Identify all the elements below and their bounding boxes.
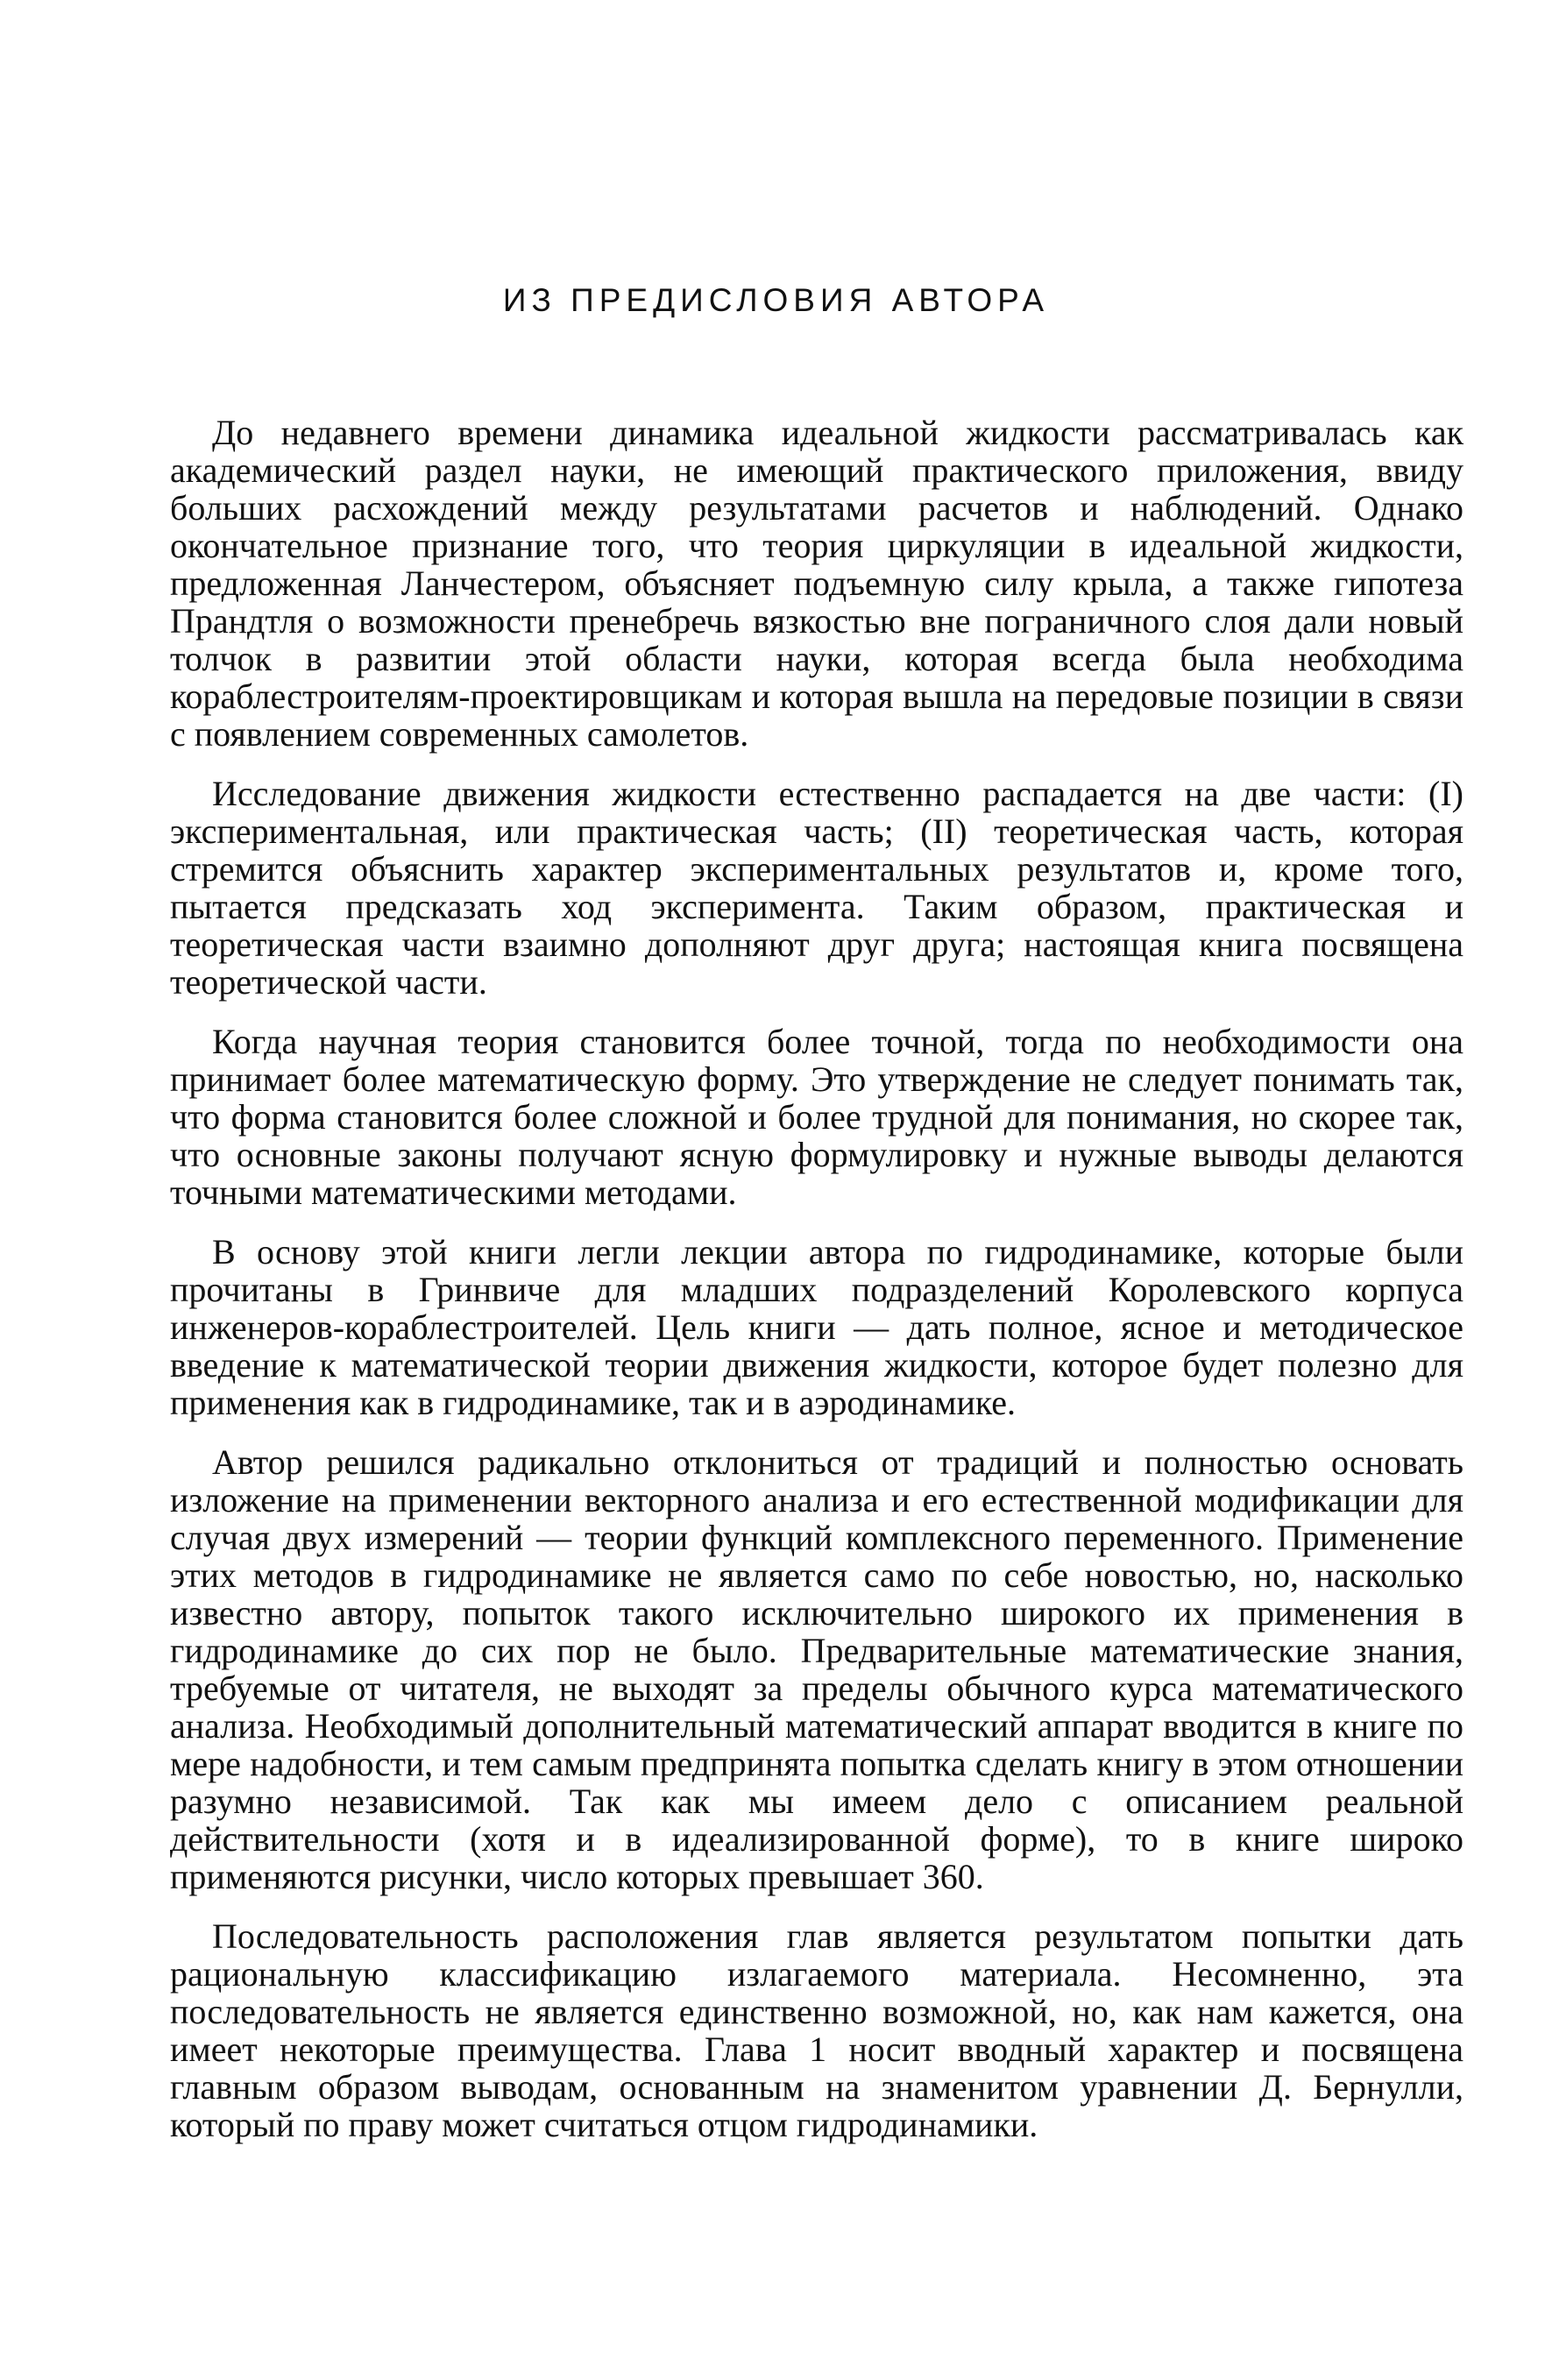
paragraph-1: До недавнего времени динамика идеальной жидкости рассматривалась как академический раздел науки, не имеющий практического приложения, ввиду больших расхождений между результатами расчетов и наблюдений. Однако окончательное признание того, что теория циркуляции в идеальной жидкости, предложенная Ланчестером, объясняет подъемную силу крыла, а также гипотеза Прандтля о возможности пренебречь вязкостью вне пограничного слоя дали новый толчок в развитии этой области науки, которая всегда была необходима кораблестроителям-проектировщикам и которая вышла на передовые позиции в связи с появлением современных самолетов. [170, 413, 1463, 754]
page-title: ИЗ ПРЕДИСЛОВИЯ АВТОРА [502, 282, 1050, 318]
body-text [170, 414, 1463, 2165]
paragraph-3: Когда научная теория становится более точной, тогда по необходимости она принимает более математическую форму. Это утверждение не следует понимать так, что форма становится более сложной и более трудной для понимания, но скорее так, что основные законы получают ясную формулировку и нужные выводы делаются точными математическими методами. [170, 1022, 1463, 1212]
paragraph-6: Последовательность расположения глав является результатом попытки дать рациональную классификацию излагаемого материала. Несомненно, эта последовательность не является единственно возможной, но, как нам кажется, она имеет некоторые преимущества. Глава 1 носит вводный характер и посвящена главным образом выводам, основанным на знаменитом уравнении Д. Бернулли, который по праву может считаться отцом гидродинамики. [170, 1916, 1463, 2144]
paragraph-5: Автор решился радикально отклониться от традиций и полностью основать изложение на применении векторного анализа и его естественной модификации для случая двух измерений — теории функций комплексного переменного. Применение этих методов в гидродинамике не является само по себе новостью, но, насколько известно автору, попыток такого исключительно широкого их применения в гидродинамике до сих пор не было. Предварительные математические знания, требуемые от читателя, не выходят за пределы обычного курса математического анализа. Необходимый дополнительный математический аппарат вводится в книге по мере надобности, и тем самым предпринята попытка сделать книгу в этом отношении разумно независимой. Так как мы имеем дело с описанием реальной действительности (хотя и в идеализированной форме), то в книге широко применяются рисунки, число которых превышает 360. [170, 1442, 1463, 1896]
paragraph-2: Исследование движения жидкости естественно распадается на две части: (I) экспериментальная, или практическая часть; (II) теоретическая часть, которая стремится объяснить характер экспериментальных результатов и, кроме того, пытается предсказать ход эксперимента. Таким образом, практическая и теоретическая части взаимно дополняют друг друга; настоящая книга посвящена теоретической части. [170, 774, 1463, 1002]
paragraph-4: В основу этой книги легли лекции автора по гидродинамике, которые были прочитаны в Гринвиче для младших подразделений Королевского корпуса инженеров-кораблестроителей. Цель книги — дать полное, ясное и методическое введение к математической теории движения жидкости, которое будет полезно для применения как в гидродинамике, так и в аэродинамике. [170, 1232, 1463, 1422]
